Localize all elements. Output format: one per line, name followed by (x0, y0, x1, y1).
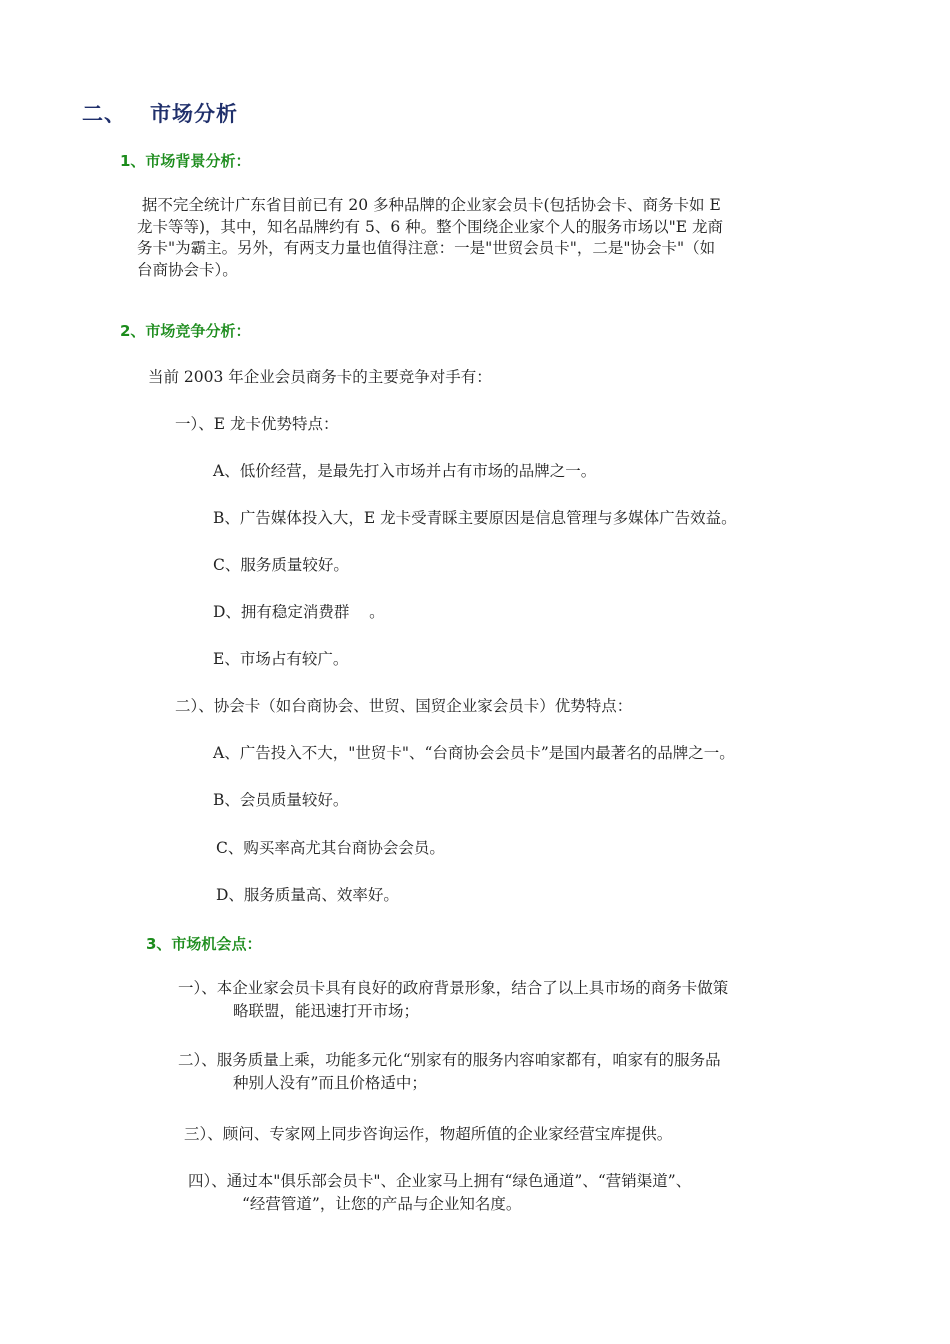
section-number: 二、 (82, 102, 126, 126)
opportunity-text-continued: 略联盟，能迅速打开市场； (233, 1002, 420, 1020)
competition-intro: 当前 2003 年企业会员商务卡的主要竞争对手有： (148, 368, 492, 386)
opportunity-item (188, 1170, 691, 1216)
list-item: C、购买率高尤其台商协会会员。 (216, 839, 445, 857)
competitor-title-association: 二）、协会卡（如台商协会、世贸、国贸企业家会员卡）优势特点： (175, 697, 633, 715)
heading-market-background: 1、市场背景分析： (120, 152, 251, 170)
list-item: A、低价经营，是最先打入市场并占有市场的品牌之一。 (213, 462, 597, 480)
section-heading (82, 98, 238, 128)
opportunity-text: 四）、通过本"俱乐部会员卡"、企业家马上拥有“绿色通道”、“营销渠道”、 (188, 1172, 692, 1190)
opportunity-text: 二）、服务质量上乘，功能多元化“别家有的服务内容咱家都有，咱家有的服务品 (178, 1051, 721, 1069)
background-paragraph (137, 195, 877, 281)
opportunity-item (184, 1123, 672, 1146)
opportunity-text-continued: 种别人没有”而且价格适中； (233, 1074, 427, 1092)
list-item: E、市场占有较广。 (213, 650, 349, 668)
section-title: 市场分析 (150, 102, 238, 126)
competitor-title-elong: 一）、E 龙卡优势特点： (175, 415, 339, 433)
list-item: B、广告媒体投入大，E 龙卡受青睬主要原因是信息管理与多媒体广告效益。 (213, 509, 737, 527)
heading-market-opportunity: 3、市场机会点： (146, 935, 262, 953)
opportunity-text: 三）、顾问、专家网上同步咨询运作，物超所值的企业家经营宝库提供。 (184, 1125, 673, 1143)
list-item: D、拥有稳定消费群 。 (213, 603, 385, 621)
list-item: C、服务质量较好。 (213, 556, 349, 574)
list-item: B、会员质量较好。 (213, 791, 349, 809)
paragraph-line: 据不完全统计广东省目前已有 20 多种品牌的企业家会员卡(包括协会卡、商务卡如 E (137, 196, 721, 214)
list-item: A、广告投入不大，"世贸卡"、“台商协会会员卡”是国内最著名的品牌之一。 (213, 744, 735, 762)
paragraph-line: 台商协会卡）。 (137, 260, 238, 279)
paragraph-line: 务卡"为霸主。另外，有两支力量也值得注意：一是"世贸会员卡"，二是"协会卡"（如 (137, 239, 716, 257)
heading-market-competition: 2、市场竞争分析： (120, 322, 251, 340)
opportunity-item (178, 1049, 721, 1095)
opportunity-item (178, 977, 728, 1023)
opportunity-text: 一）、本企业家会员卡具有良好的政府背景形象，结合了以上具市场的商务卡做策 (178, 979, 729, 997)
opportunity-text-continued: “经营管道”，让您的产品与企业知名度。 (242, 1195, 522, 1213)
list-item: D、服务质量高、效率好。 (216, 886, 399, 904)
paragraph-line: 龙卡等等)，其中，知名品牌约有 5、6 种。整个围绕企业家个人的服务市场以"E 龙商 (137, 217, 723, 236)
